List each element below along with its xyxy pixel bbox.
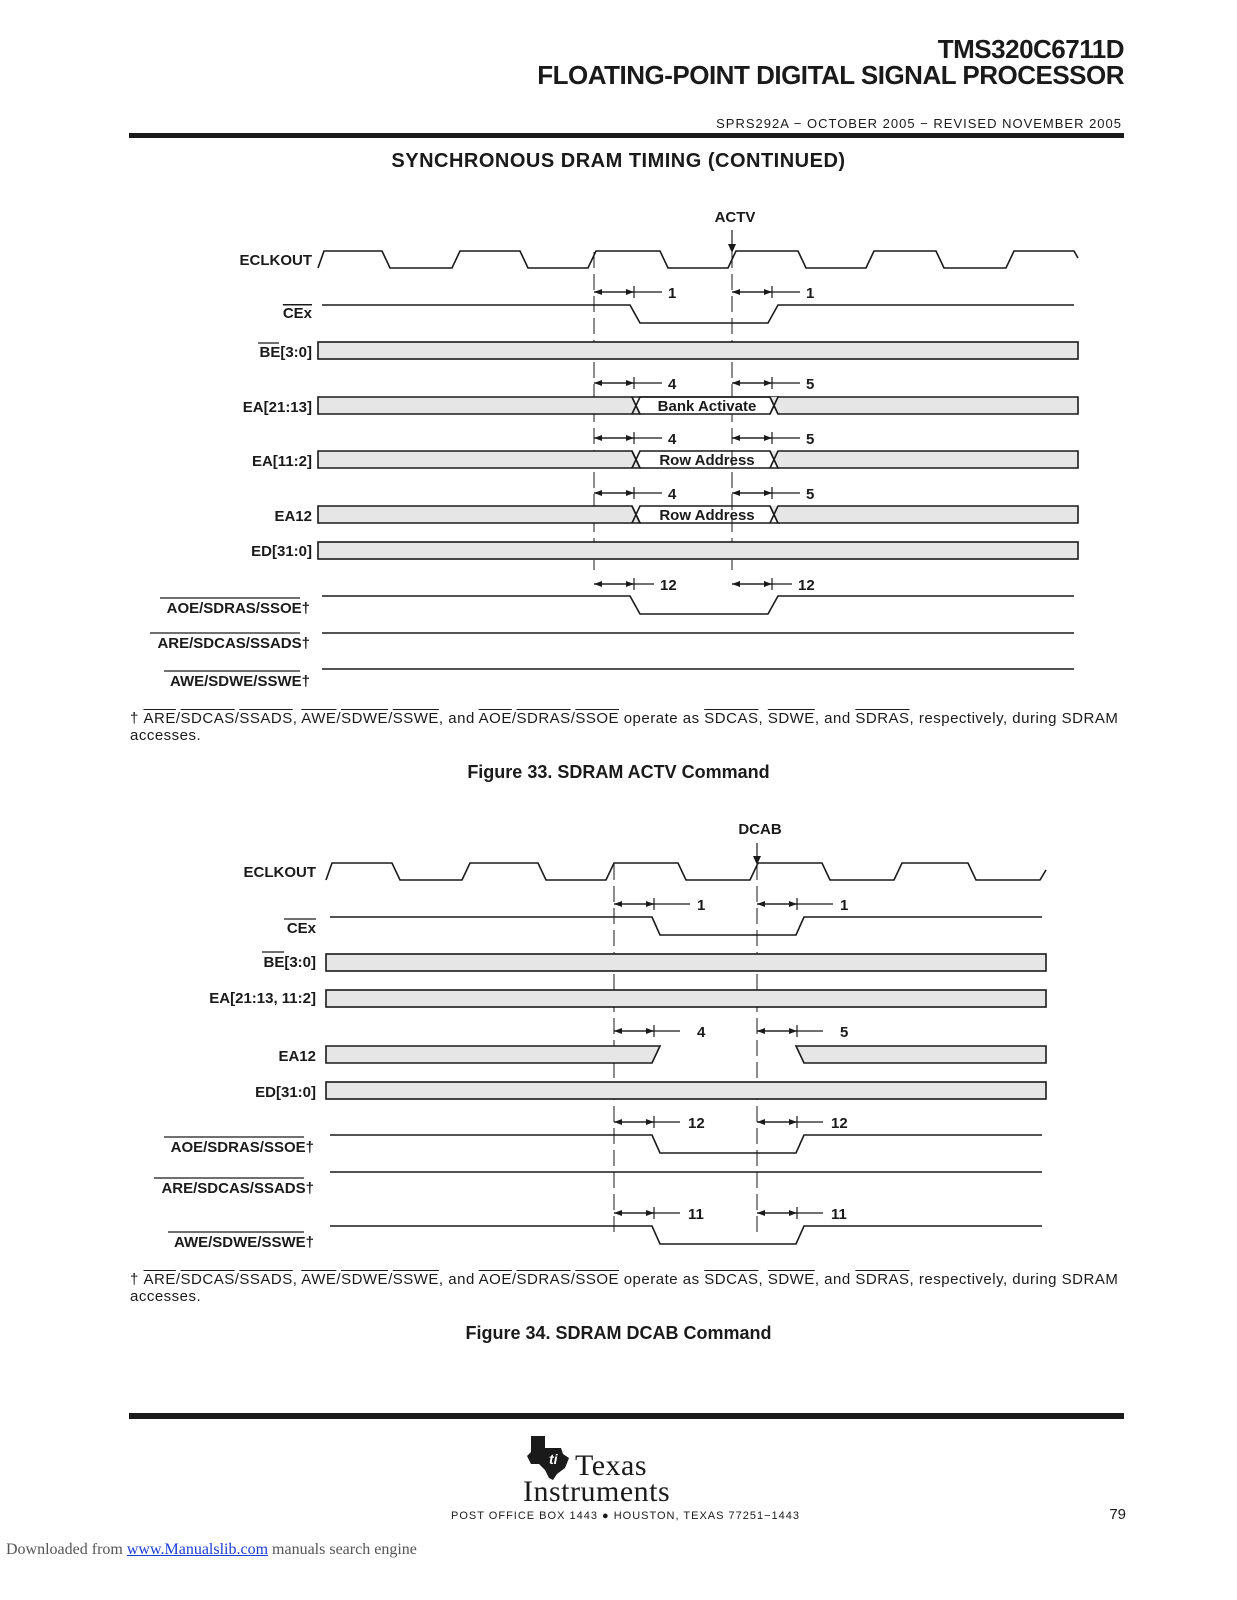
sig-ea11-2: EA[11:2]	[251, 453, 312, 470]
sig-be: BE[3:0]	[259, 344, 312, 361]
sig34-ea12: EA12	[278, 1048, 316, 1065]
download-notice	[6, 1541, 417, 1559]
sig34-ea: EA[21:13, 11:2]	[209, 990, 316, 1007]
param-5a: 5	[806, 376, 815, 393]
param34-4: 4	[697, 1024, 706, 1041]
param34-11b: 11	[831, 1206, 847, 1223]
param34-1b: 1	[840, 897, 849, 914]
ti-logo	[523, 1434, 733, 1506]
sig-ea12: EA12	[274, 508, 312, 525]
sig-eclkout: ECLKOUT	[239, 252, 312, 269]
logo-texas: Texas	[575, 1449, 648, 1482]
param-12b: 12	[798, 577, 815, 594]
product-title: FLOATING-POINT DIGITAL SIGNAL PROCESSOR	[537, 60, 1124, 90]
param-5b: 5	[806, 431, 815, 448]
param-12a: 12	[660, 577, 677, 594]
download-suffix: manuals search engine	[272, 1541, 417, 1558]
param-4c: 4	[668, 486, 677, 503]
param-1a: 1	[668, 285, 677, 302]
sig-awe: AWE/SDWE/SSWE†	[169, 673, 310, 690]
sig34-are: ARE/SDCAS/SSADS†	[161, 1180, 314, 1197]
footnote-figure-34: † $\overline{ARE}/SDCAS$/SSADS, $\overline{AWE}/SDWE$/SSWE, and $\overline{AOE}/SDRAS$/SSOE operate as SDCAS, SDWE, and SDRAS, respectively, during SDRAM accesses.	[130, 1271, 1119, 1305]
download-prefix: Downloaded from	[6, 1541, 123, 1558]
param34-1a: 1	[697, 897, 706, 914]
bus-label-row-address-1: Row Address	[659, 452, 755, 469]
sig-ea21-13: EA[21:13]	[242, 399, 312, 416]
document-id: SPRS292A − OCTOBER 2005 − REVISED NOVEMBER 2005	[716, 116, 1122, 131]
param34-11a: 11	[688, 1206, 704, 1223]
sig34-eclkout: ECLKOUT	[243, 864, 316, 881]
sig34-ed: ED[31:0]	[255, 1084, 316, 1101]
param-5c: 5	[806, 486, 815, 503]
figure-33-caption: Figure 33. SDRAM ACTV Command	[467, 762, 770, 782]
sig34-be: BE[3:0]	[263, 954, 316, 971]
sig34-cex: CEx	[286, 920, 316, 937]
manualslib-link[interactable]: www.Manualslib.com	[126, 1541, 269, 1558]
param34-12b: 12	[831, 1115, 848, 1132]
sig-ed: ED[31:0]	[251, 543, 312, 560]
figure-34-caption: Figure 34. SDRAM DCAB Command	[465, 1323, 772, 1343]
param34-12a: 12	[688, 1115, 705, 1132]
dcab-marker: DCAB	[738, 821, 782, 838]
param-1b: 1	[806, 285, 815, 302]
sig34-aoe: AOE/SDRAS/SSOE†	[170, 1139, 314, 1156]
postal-address: POST OFFICE BOX 1443 ● HOUSTON, TEXAS 77251−1443	[450, 1510, 801, 1522]
param-4b: 4	[668, 431, 677, 448]
section-title: SYNCHRONOUS DRAM TIMING (CONTINUED)	[391, 150, 846, 172]
logo-instruments: Instruments	[523, 1475, 671, 1508]
sig34-awe: AWE/SDWE/SSWE†	[173, 1234, 314, 1251]
part-number: TMS320C6711D	[937, 34, 1124, 64]
sig-aoe: AOE/SDRAS/SSOE†	[166, 600, 310, 617]
svg-text:ti: ti	[549, 1451, 558, 1467]
param-4a: 4	[668, 376, 677, 393]
sig-cex: CEx	[282, 305, 312, 322]
footer-rule	[129, 1413, 1124, 1419]
bus-label-row-address-2: Row Address	[659, 507, 755, 524]
param34-5: 5	[840, 1024, 849, 1041]
bus-label-bank-activate: Bank Activate	[657, 398, 757, 415]
actv-marker: ACTV	[714, 209, 756, 226]
sig-are: ARE/SDCAS/SSADS†	[157, 635, 310, 652]
footnote-figure-33: † $\overline{ARE}/SDCAS$/SSADS, $\overline{AWE}/SDWE$/SSWE, and $\overline{AOE}/SDRAS$/SSOE operate as SDCAS, SDWE, and SDRAS, respectively, during SDRAM accesses.	[130, 710, 1119, 744]
page-number: 79	[1109, 1506, 1126, 1523]
